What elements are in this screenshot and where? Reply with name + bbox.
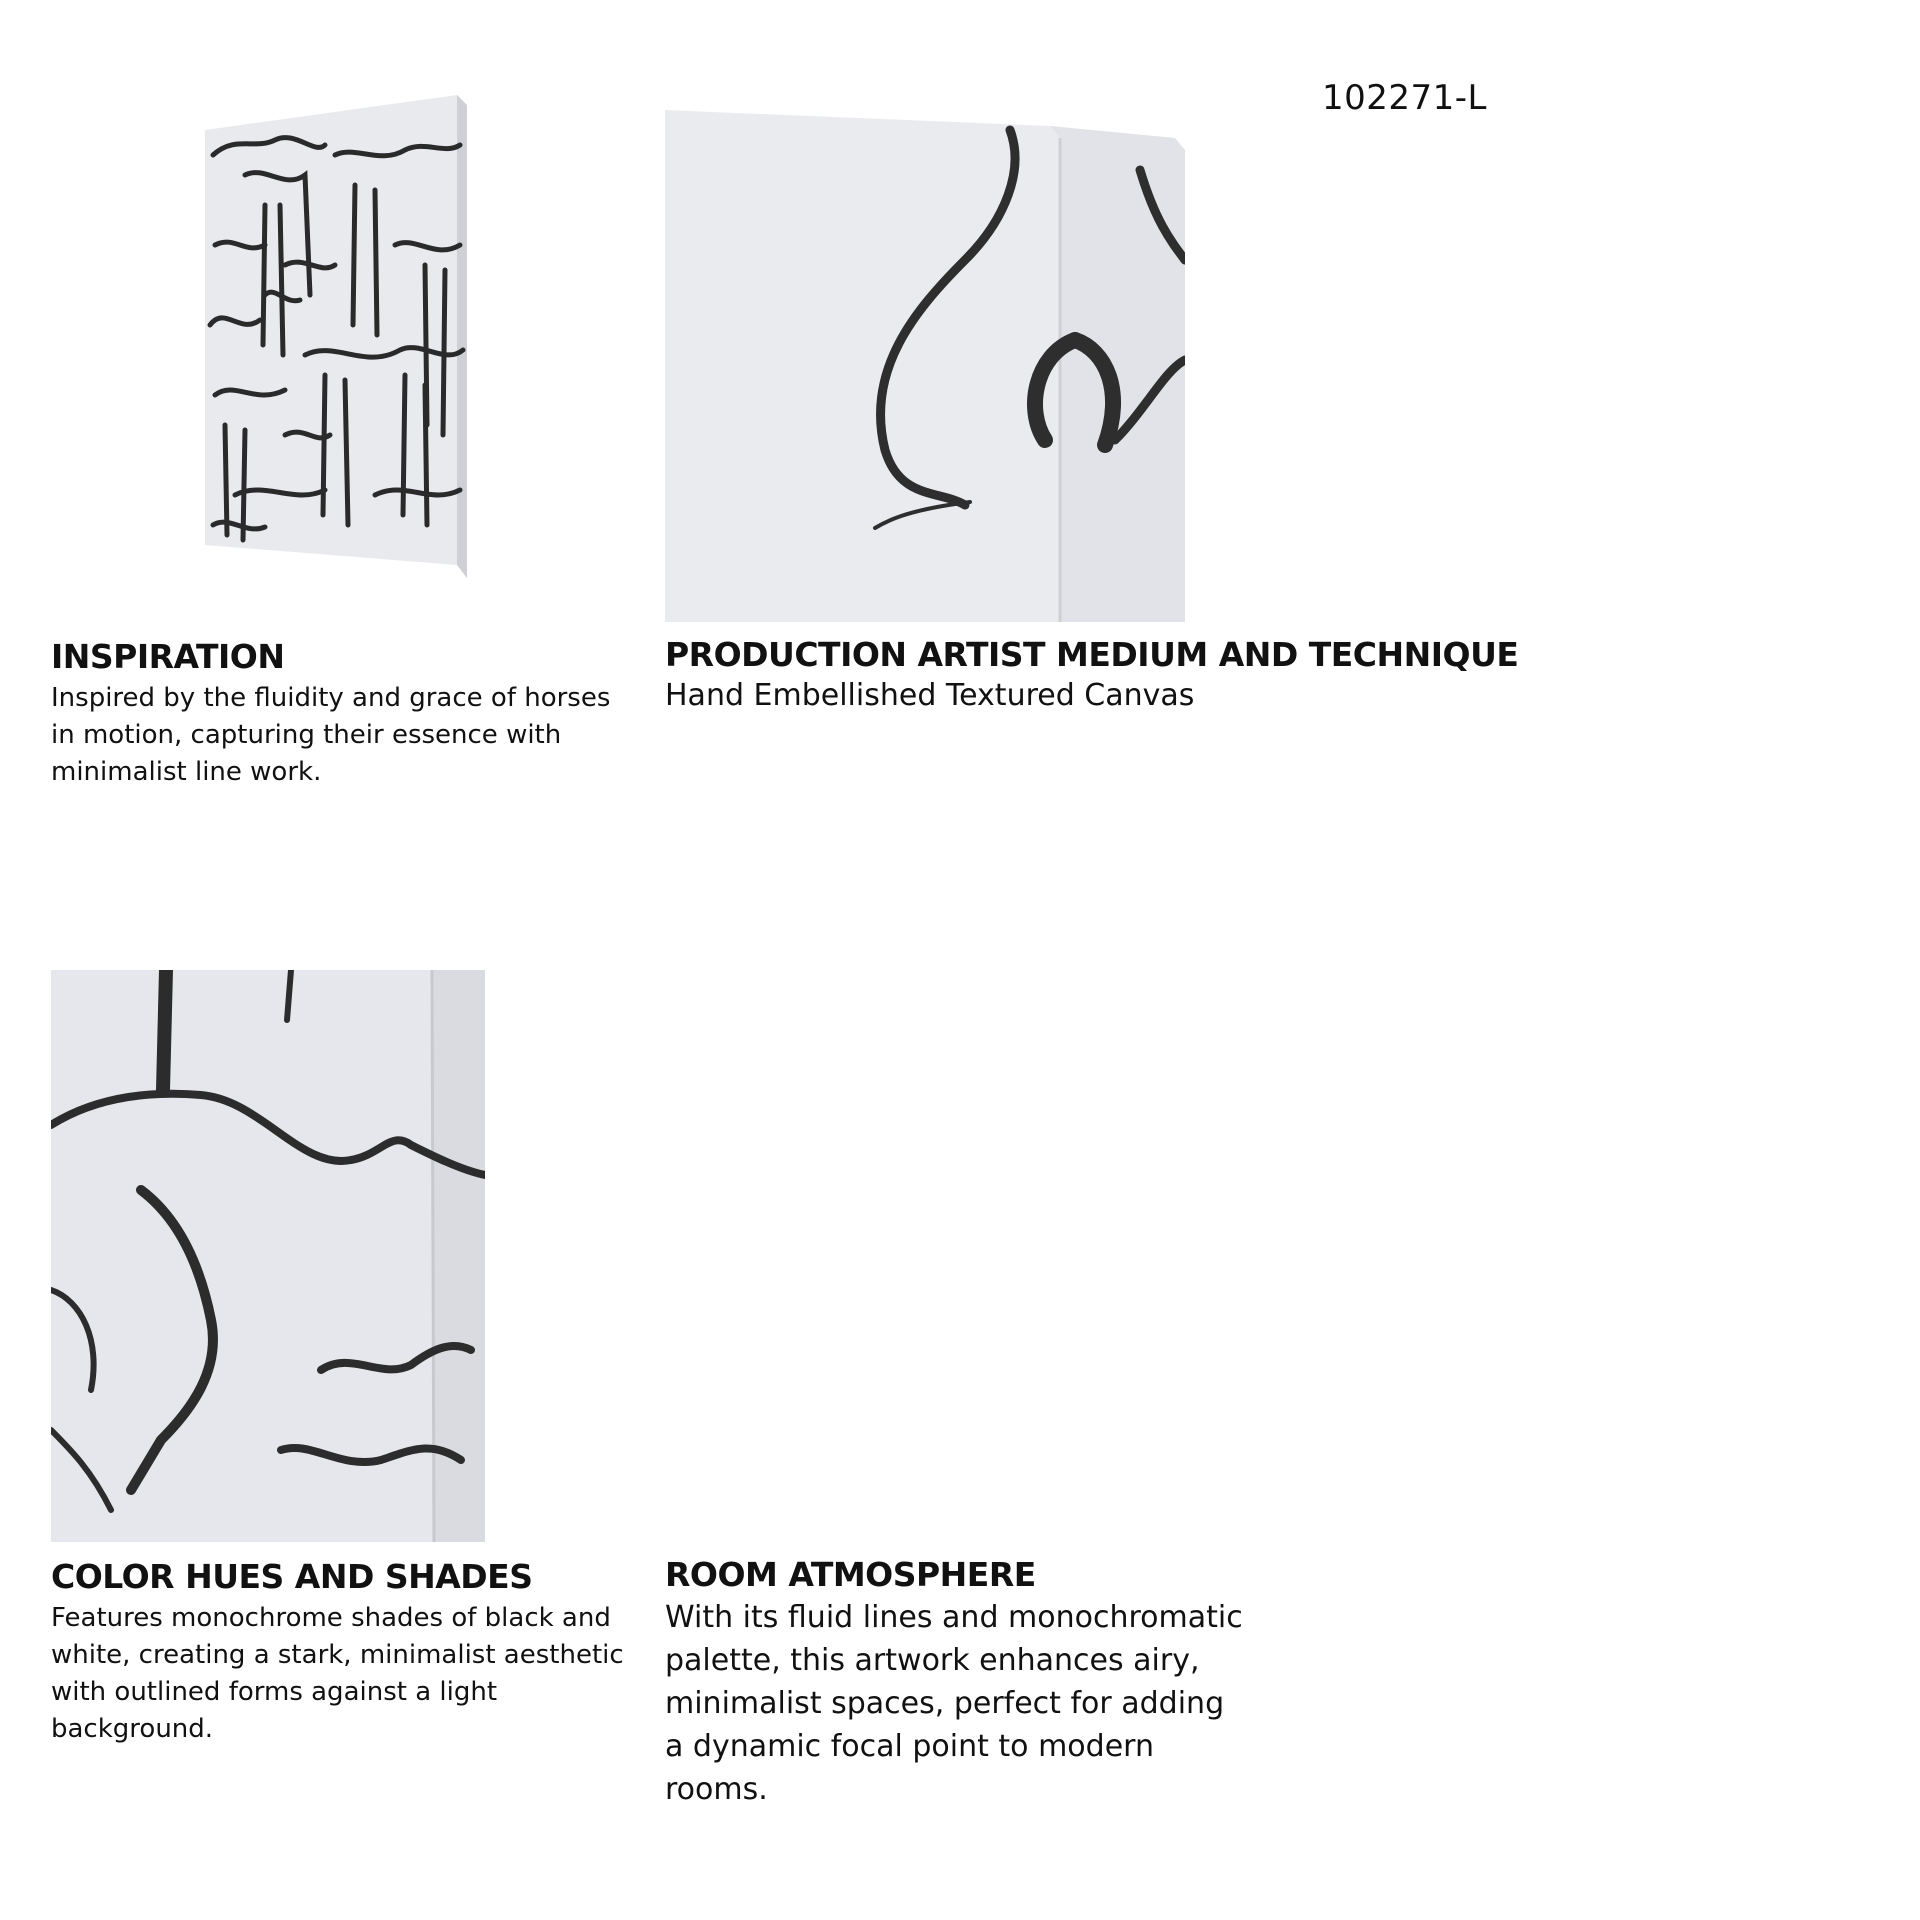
horse-line-art — [205, 95, 470, 578]
room-text: With its fluid lines and monochromatic palette, this artwork enhances airy, minimalist spaces, perfect for adding a dynamic focal point to modern rooms. — [665, 1599, 1243, 1807]
color-text: Features monochrome shades of black and white, creating a stark, minimalist aesthetic with outlined forms against a light background. — [51, 1602, 624, 1744]
production-section — [665, 636, 1565, 717]
artwork-corner-detail-image — [665, 110, 1185, 622]
inspiration-section — [51, 638, 631, 791]
edge-detail-art — [51, 970, 485, 1542]
inspiration-text: Inspired by the fluidity and grace of horses in motion, capturing their essence with minimalist line work. — [51, 682, 611, 787]
artwork-full-image — [205, 95, 470, 578]
product-sku: 102271-L — [1322, 78, 1488, 118]
room-heading: ROOM ATMOSPHERE — [665, 1555, 1036, 1594]
production-text: Hand Embellished Textured Canvas — [665, 677, 1195, 713]
corner-detail-art — [665, 110, 1185, 622]
production-heading: PRODUCTION ARTIST MEDIUM AND TECHNIQUE — [665, 635, 1519, 674]
room-section — [665, 1556, 1245, 1811]
artwork-edge-detail-image — [51, 970, 485, 1542]
color-heading: COLOR HUES AND SHADES — [51, 1557, 533, 1596]
inspiration-heading: INSPIRATION — [51, 637, 285, 676]
color-section — [51, 1558, 631, 1748]
